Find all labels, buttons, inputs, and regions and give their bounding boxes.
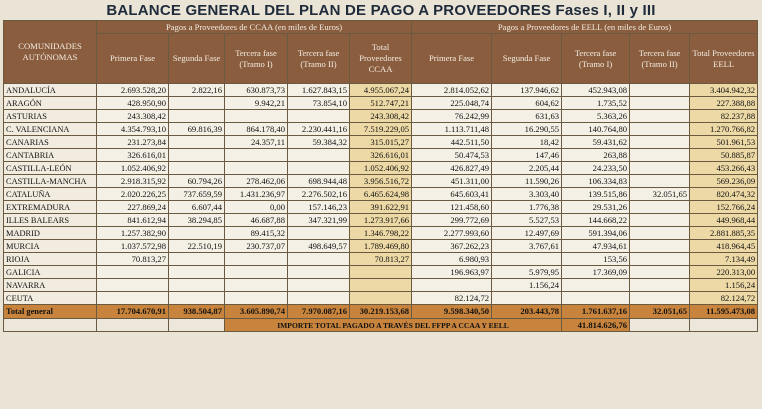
region-name: GALICIA (4, 266, 97, 279)
value-cell (630, 136, 690, 149)
value-cell: 11.590,26 (492, 175, 562, 188)
value-cell: 1.052.406,92 (97, 162, 169, 175)
header-ccaa-col: Tercera fase (Tramo II) (288, 34, 350, 84)
value-cell: 147,46 (492, 149, 562, 162)
value-cell: 243.308,42 (350, 110, 412, 123)
total-label: Total general (4, 305, 97, 319)
value-cell: 9.942,21 (225, 97, 288, 110)
region-name: MURCIA (4, 240, 97, 253)
value-cell: 6.465.624,98 (350, 188, 412, 201)
value-cell: 391.622,91 (350, 201, 412, 214)
value-cell: 144.668,22 (562, 214, 630, 227)
value-cell: 152.766,24 (690, 201, 758, 214)
footer-spacer (690, 319, 758, 332)
footer-total-label: IMPORTE TOTAL PAGADO A TRAVÉS DEL FFPP A CCAA Y EELL (225, 319, 562, 332)
value-cell (225, 162, 288, 175)
region-name: CANARIAS (4, 136, 97, 149)
value-cell (630, 227, 690, 240)
value-cell (492, 292, 562, 305)
value-cell: 512.747,21 (350, 97, 412, 110)
value-cell (169, 279, 225, 292)
value-cell: 32.051,65 (630, 188, 690, 201)
value-cell: 76.242,99 (412, 110, 492, 123)
value-cell (97, 266, 169, 279)
value-cell (350, 266, 412, 279)
value-cell (350, 292, 412, 305)
table-row (4, 188, 758, 201)
value-cell: 24.357,11 (225, 136, 288, 149)
table-row (4, 227, 758, 240)
value-cell: 12.497,69 (492, 227, 562, 240)
value-cell: 737.659,59 (169, 188, 225, 201)
region-name: MADRID (4, 227, 97, 240)
value-cell: 2.693.528,20 (97, 84, 169, 97)
value-cell: 106.334,83 (562, 175, 630, 188)
value-cell: 6.980,93 (412, 253, 492, 266)
table-row (4, 266, 758, 279)
value-cell: 6.607,44 (169, 201, 225, 214)
value-cell: 2.277.993,60 (412, 227, 492, 240)
balance-table (3, 20, 758, 332)
value-cell (350, 279, 412, 292)
footer-spacer (630, 319, 690, 332)
region-name: ARAGÓN (4, 97, 97, 110)
value-cell (630, 162, 690, 175)
value-cell: 2.918.315,92 (97, 175, 169, 188)
region-name: CEUTA (4, 292, 97, 305)
table-row (4, 292, 758, 305)
value-cell: 22.510,19 (169, 240, 225, 253)
header-eell-col: Total Proveedores EELL (690, 34, 758, 84)
page-title: BALANCE GENERAL DEL PLAN DE PAGO A PROVEEDORES Fases I, II y III (106, 2, 656, 19)
header-ccaa-col: Segunda Fase (169, 34, 225, 84)
value-cell: 4.955.067,24 (350, 84, 412, 97)
header-eell-col: Tercera fase (Tramo II) (630, 34, 690, 84)
value-cell: 157.146,23 (288, 201, 350, 214)
value-cell (288, 227, 350, 240)
value-cell: 140.764,80 (562, 123, 630, 136)
value-cell: 82.124,72 (412, 292, 492, 305)
value-cell: 1.113.711,48 (412, 123, 492, 136)
value-cell: 2.822,16 (169, 84, 225, 97)
value-cell: 452.943,08 (562, 84, 630, 97)
value-cell (225, 266, 288, 279)
value-cell: 3.767,61 (492, 240, 562, 253)
value-cell (169, 136, 225, 149)
table-row (4, 149, 758, 162)
value-cell (169, 149, 225, 162)
value-cell (169, 266, 225, 279)
value-cell: 263,88 (562, 149, 630, 162)
value-cell: 418.964,45 (690, 240, 758, 253)
value-cell: 1.735,52 (562, 97, 630, 110)
value-cell: 326.616,01 (350, 149, 412, 162)
value-cell: 47.934,61 (562, 240, 630, 253)
value-cell: 139.515,86 (562, 188, 630, 201)
value-cell: 631,63 (492, 110, 562, 123)
value-cell: 225.048,74 (412, 97, 492, 110)
value-cell: 17.369,09 (562, 266, 630, 279)
value-cell: 367.262,23 (412, 240, 492, 253)
value-cell: 347.321,99 (288, 214, 350, 227)
header-region: COMUNIDADES AUTÓNOMAS (4, 21, 97, 84)
region-name: ASTURIAS (4, 110, 97, 123)
value-cell (630, 84, 690, 97)
value-cell: 1.052.406,92 (350, 162, 412, 175)
value-cell (630, 110, 690, 123)
value-cell (562, 279, 630, 292)
value-cell: 153,56 (562, 253, 630, 266)
table-row (4, 110, 758, 123)
value-cell: 70.813,27 (97, 253, 169, 266)
value-cell: 220.313,00 (690, 266, 758, 279)
region-name: ANDALUCÍA (4, 84, 97, 97)
value-cell: 449.968,44 (690, 214, 758, 227)
value-cell (169, 292, 225, 305)
value-cell: 46.687,88 (225, 214, 288, 227)
value-cell: 5.363,26 (562, 110, 630, 123)
region-name: NAVARRA (4, 279, 97, 292)
value-cell: 698.944,48 (288, 175, 350, 188)
value-cell: 82.124,72 (690, 292, 758, 305)
value-cell (97, 292, 169, 305)
value-cell: 73.854,10 (288, 97, 350, 110)
value-cell (630, 123, 690, 136)
value-cell (169, 253, 225, 266)
value-cell: 11.595.473,08 (690, 305, 758, 319)
header-group-ccaa: Pagos a Proveedores de CCAA (en miles de Euros) (97, 21, 412, 34)
value-cell: 1.776,38 (492, 201, 562, 214)
value-cell: 50.885,87 (690, 149, 758, 162)
value-cell: 604,62 (492, 97, 562, 110)
value-cell: 1.156,24 (690, 279, 758, 292)
value-cell (288, 279, 350, 292)
value-cell: 7.519.229,05 (350, 123, 412, 136)
value-cell: 230.737,07 (225, 240, 288, 253)
value-cell: 442.511,50 (412, 136, 492, 149)
value-cell: 89.415,32 (225, 227, 288, 240)
value-cell: 231.273,84 (97, 136, 169, 149)
value-cell: 453.266,43 (690, 162, 758, 175)
value-cell (630, 279, 690, 292)
value-cell (630, 201, 690, 214)
value-cell (169, 97, 225, 110)
table-row (4, 175, 758, 188)
value-cell: 428.950,90 (97, 97, 169, 110)
value-cell: 50.474,53 (412, 149, 492, 162)
value-cell: 227.869,24 (97, 201, 169, 214)
value-cell: 2.881.885,35 (690, 227, 758, 240)
value-cell: 121.458,60 (412, 201, 492, 214)
value-cell: 70.813,27 (350, 253, 412, 266)
table-row (4, 136, 758, 149)
value-cell: 196.963,97 (412, 266, 492, 279)
footer-spacer (4, 319, 97, 332)
value-cell: 59.431,62 (562, 136, 630, 149)
value-cell: 243.308,42 (97, 110, 169, 123)
value-cell: 938.504,87 (169, 305, 225, 319)
value-cell: 1.273.917,66 (350, 214, 412, 227)
value-cell (562, 292, 630, 305)
value-cell: 1.257.382,90 (97, 227, 169, 240)
value-cell: 841.612,94 (97, 214, 169, 227)
footer-spacer (97, 319, 169, 332)
value-cell: 60.794,26 (169, 175, 225, 188)
table-row (4, 201, 758, 214)
value-cell: 3.303,40 (492, 188, 562, 201)
total-row (4, 305, 758, 319)
table-row (4, 214, 758, 227)
value-cell: 5.979,95 (492, 266, 562, 279)
value-cell (288, 253, 350, 266)
value-cell: 203.443,78 (492, 305, 562, 319)
table-row (4, 162, 758, 175)
region-name: EXTREMADURA (4, 201, 97, 214)
table-row (4, 240, 758, 253)
value-cell: 451.311,00 (412, 175, 492, 188)
value-cell: 32.051,65 (630, 305, 690, 319)
value-cell: 4.354.793,10 (97, 123, 169, 136)
value-cell (630, 292, 690, 305)
value-cell (225, 253, 288, 266)
value-cell: 1.037.572,98 (97, 240, 169, 253)
value-cell (288, 162, 350, 175)
value-cell: 2.276.502,16 (288, 188, 350, 201)
value-cell: 16.290,55 (492, 123, 562, 136)
value-cell (630, 175, 690, 188)
value-cell: 0,00 (225, 201, 288, 214)
region-name: CATALUÑA (4, 188, 97, 201)
value-cell: 501.961,53 (690, 136, 758, 149)
value-cell: 864.178,40 (225, 123, 288, 136)
value-cell: 591.394,06 (562, 227, 630, 240)
region-name: CASTILLA-MANCHA (4, 175, 97, 188)
value-cell: 69.816,39 (169, 123, 225, 136)
value-cell (288, 110, 350, 123)
value-cell: 3.605.890,74 (225, 305, 288, 319)
value-cell: 82.237,88 (690, 110, 758, 123)
region-name: RIOJA (4, 253, 97, 266)
header-ccaa-col: Primera Fase (97, 34, 169, 84)
value-cell: 630.873,73 (225, 84, 288, 97)
value-cell (288, 292, 350, 305)
footer-total-value: 41.814.626,76 (562, 319, 630, 332)
value-cell: 2.230.441,16 (288, 123, 350, 136)
table-row (4, 123, 758, 136)
value-cell (169, 162, 225, 175)
region-name: C. VALENCIANA (4, 123, 97, 136)
value-cell (225, 292, 288, 305)
value-cell: 227.388,88 (690, 97, 758, 110)
value-cell: 59.384,32 (288, 136, 350, 149)
region-name: ILLES BALEARS (4, 214, 97, 227)
value-cell (288, 149, 350, 162)
value-cell: 30.219.153,68 (350, 305, 412, 319)
value-cell (225, 149, 288, 162)
value-cell: 24.233,50 (562, 162, 630, 175)
value-cell (225, 279, 288, 292)
value-cell: 2.020.226,25 (97, 188, 169, 201)
value-cell: 426.827,49 (412, 162, 492, 175)
value-cell: 9.598.340,50 (412, 305, 492, 319)
value-cell (630, 214, 690, 227)
table-row (4, 84, 758, 97)
value-cell: 29.531,26 (562, 201, 630, 214)
value-cell: 278.462,06 (225, 175, 288, 188)
value-cell (97, 279, 169, 292)
value-cell: 820.474,32 (690, 188, 758, 201)
value-cell (630, 266, 690, 279)
region-name: CANTABRIA (4, 149, 97, 162)
value-cell: 326.616,01 (97, 149, 169, 162)
value-cell: 3.404.942,32 (690, 84, 758, 97)
value-cell: 315.015,27 (350, 136, 412, 149)
region-name: CASTILLA-LEÓN (4, 162, 97, 175)
value-cell: 7.134,49 (690, 253, 758, 266)
value-cell: 38.294,85 (169, 214, 225, 227)
value-cell (630, 149, 690, 162)
value-cell: 17.704.670,91 (97, 305, 169, 319)
value-cell: 569.236,09 (690, 175, 758, 188)
table-row (4, 97, 758, 110)
value-cell: 1.761.637,16 (562, 305, 630, 319)
header-eell-col: Primera Fase (412, 34, 492, 84)
value-cell: 3.956.516,72 (350, 175, 412, 188)
value-cell: 137.946,62 (492, 84, 562, 97)
value-cell (412, 279, 492, 292)
value-cell (630, 253, 690, 266)
value-cell: 1.156,24 (492, 279, 562, 292)
header-ccaa-col: Total Proveedores CCAA (350, 34, 412, 84)
value-cell (630, 240, 690, 253)
value-cell: 498.649,57 (288, 240, 350, 253)
header-eell-col: Segunda Fase (492, 34, 562, 84)
value-cell: 7.970.087,16 (288, 305, 350, 319)
value-cell: 645.603,41 (412, 188, 492, 201)
value-cell: 2.205,44 (492, 162, 562, 175)
value-cell (225, 110, 288, 123)
value-cell: 5.527,53 (492, 214, 562, 227)
value-cell: 1.431.236,97 (225, 188, 288, 201)
value-cell: 1.789.469,80 (350, 240, 412, 253)
value-cell (169, 110, 225, 123)
value-cell: 1.270.766,82 (690, 123, 758, 136)
table-row (4, 279, 758, 292)
value-cell: 299.772,69 (412, 214, 492, 227)
header-eell-col: Tercera fase (Tramo I) (562, 34, 630, 84)
value-cell (630, 97, 690, 110)
header-ccaa-col: Tercera fase (Tramo I) (225, 34, 288, 84)
table-row (4, 253, 758, 266)
value-cell: 18,42 (492, 136, 562, 149)
value-cell: 1.627.843,15 (288, 84, 350, 97)
value-cell: 1.346.798,22 (350, 227, 412, 240)
header-group-eell: Pagos a Proveedores de EELL (en miles de Euros) (412, 21, 758, 34)
value-cell (169, 227, 225, 240)
footer-spacer (169, 319, 225, 332)
value-cell (492, 253, 562, 266)
value-cell (288, 266, 350, 279)
value-cell: 2.814.052,62 (412, 84, 492, 97)
